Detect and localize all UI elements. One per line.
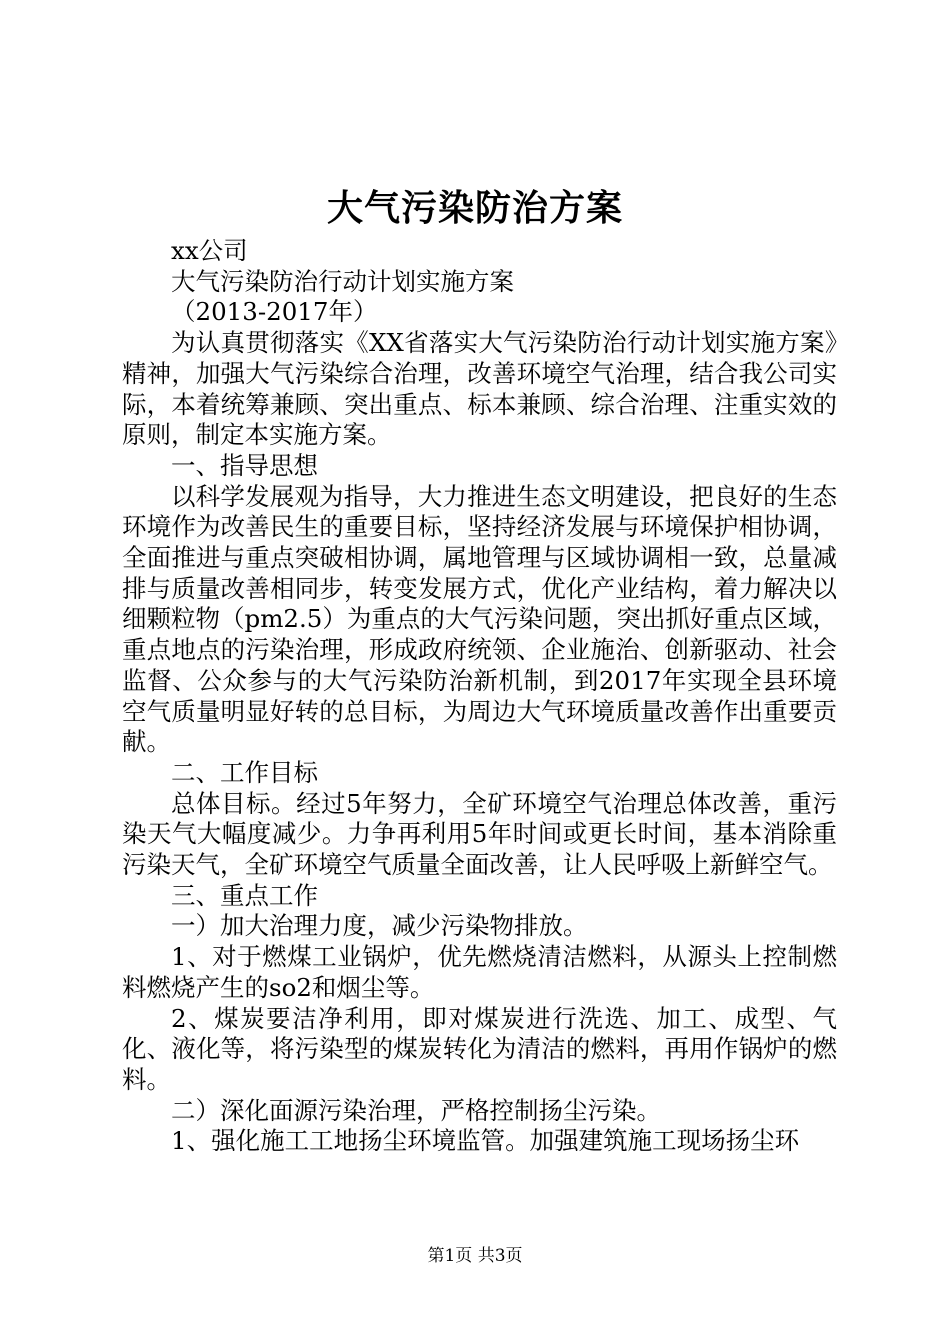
section-heading-key-work: 三、重点工作 bbox=[171, 880, 318, 910]
paragraph-period: （2013-2017年） bbox=[171, 297, 378, 327]
section-heading-guiding-ideology: 一、指导思想 bbox=[171, 450, 318, 480]
paragraph-guiding-ideology: 以科学发展观为指导，大力推进生态文明建设，把良好的生态环境作为改善民生的重要目标，坚持经济发展与环境保护相协调，全面推进与重点突破相协调，属地管理与区域协调相一致，总量减排与质量改善相同步，转变发展方式，优化产业结构，着力解决以细颗粒物（pm2.5）为重点的大气污染问题，突出抓好重点区域，重点地点的污染治理，形成政府统领、企业施治、创新驱动、社会监督、公众参与的大气污染防治新机制，到2017年实现全县环境空气质量明显好转的总目标，为周边大气环境质量改善作出重要贡献。 bbox=[122, 481, 837, 757]
subheading-dust-control: 二）深化面源污染治理，严格控制扬尘污染。 bbox=[171, 1095, 661, 1125]
page-footer: 第1页 共3页 bbox=[427, 1246, 523, 1266]
section-heading-work-goals: 二、工作目标 bbox=[171, 757, 318, 787]
paragraph-company: xx公司 bbox=[171, 236, 248, 265]
subheading-governance: 一）加大治理力度，减少污染物排放。 bbox=[171, 911, 588, 941]
paragraph-plan-title: 大气污染防治行动计划实施方案 bbox=[171, 266, 514, 296]
list-item-coal-boilers: 1、对于燃煤工业锅炉，优先燃烧清洁燃料，从源头上控制燃料燃烧产生的so2和烟尘等。 bbox=[122, 942, 837, 1002]
page-title: 大气污染防治方案 bbox=[326, 187, 623, 229]
list-item-construction-dust: 1、强化施工工地扬尘环境监管。加强建筑施工现场扬尘环 bbox=[171, 1126, 800, 1156]
paragraph-intro: 为认真贯彻落实《XX省落实大气污染防治行动计划实施方案》精神，加强大气污染综合治理，改善环境空气治理，结合我公司实际，本着统筹兼顾、突出重点、标本兼顾、综合治理、注重实效的原则，制定本实施方案。 bbox=[122, 328, 837, 450]
document-body bbox=[122, 236, 837, 1157]
list-item-clean-coal: 2、煤炭要洁净利用，即对煤炭进行洗选、加工、成型、气化、液化等，将污染型的煤炭转化为清洁的燃料，再用作锅炉的燃料。 bbox=[122, 1003, 837, 1094]
paragraph-work-goals: 总体目标。经过5年努力，全矿环境空气治理总体改善，重污染天气大幅度减少。力争再利用5年时间或更长时间，基本消除重污染天气，全矿环境空气质量全面改善，让人民呼吸上新鲜空气。 bbox=[122, 788, 837, 880]
